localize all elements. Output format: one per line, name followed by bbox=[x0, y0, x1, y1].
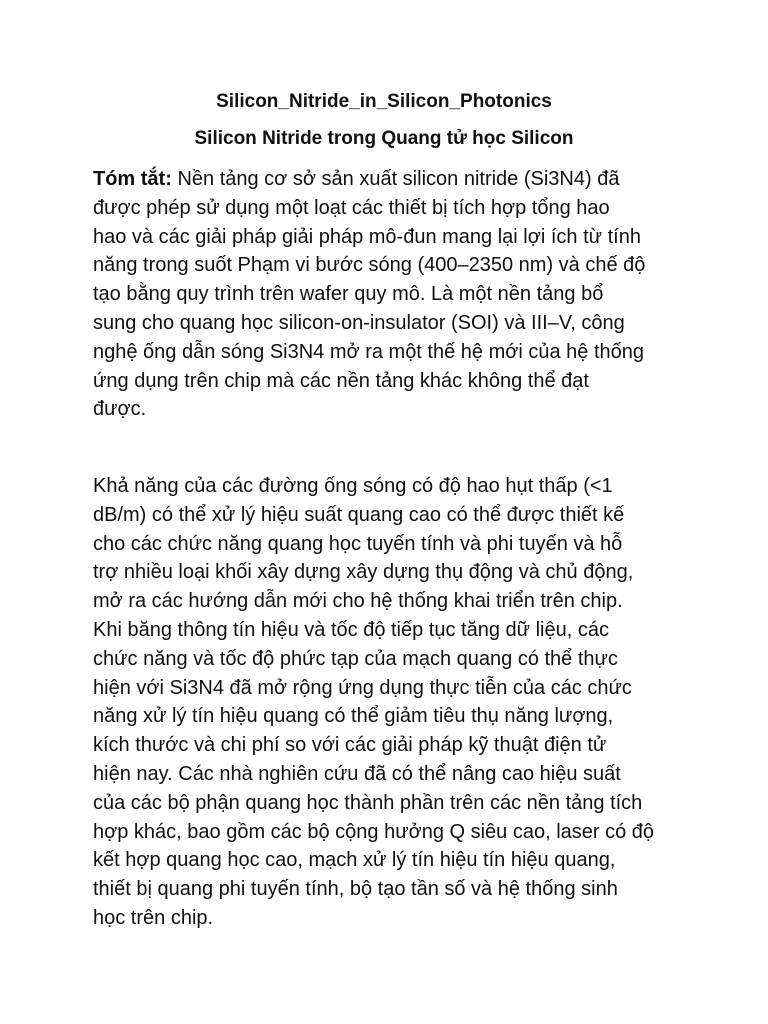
abstract-paragraph bbox=[93, 165, 683, 424]
abstract-line: năng trong suốt Phạm vi bước sóng (400–2350 nm) và chế độ bbox=[93, 254, 646, 277]
body-paragraph bbox=[93, 472, 683, 933]
body-line: mở ra các hướng dẫn mới cho hệ thống khai triển trên chip. bbox=[93, 590, 623, 613]
body-line: dB/m) có thể xử lý hiệu suất quang cao có thể được thiết kế bbox=[93, 503, 625, 526]
body-line: thiết bị quang phi tuyến tính, bộ tạo tần số và hệ thống sinh bbox=[93, 878, 618, 901]
abstract-line: hao và các giải pháp giải pháp mô-đun mang lại lợi ích từ tính bbox=[93, 225, 641, 248]
body-line: học trên chip. bbox=[93, 906, 214, 929]
abstract-line: tạo bằng quy trình trên wafer quy mô. Là một nền tảng bổ bbox=[93, 283, 604, 306]
body-line: hợp khác, bao gồm các bộ cộng hưởng Q siêu cao, laser có độ bbox=[93, 820, 655, 843]
body-line: năng xử lý tín hiệu quang có thể giảm tiêu thụ năng lượng, bbox=[93, 705, 614, 728]
abstract-label: Tóm tắt: bbox=[93, 168, 172, 190]
body-line: trợ nhiều loại khối xây dựng xây dựng thụ động và chủ động, bbox=[93, 561, 634, 584]
body-line: cho các chức năng quang học tuyến tính và phi tuyến và hỗ bbox=[93, 532, 623, 555]
abstract-line: nghệ ống dẫn sóng Si3N4 mở ra một thế hệ mới của hệ thống bbox=[93, 340, 645, 363]
body-line: kết hợp quang học cao, mạch xử lý tín hiệu tín hiệu quang, bbox=[93, 849, 616, 872]
abstract-line bbox=[93, 165, 683, 194]
body-line: của các bộ phận quang học thành phần trên các nền tảng tích bbox=[93, 791, 643, 814]
abstract-line: sung cho quang học silicon-on-insulator (SOI) và III–V, công bbox=[93, 311, 625, 334]
body-line: Khả năng của các đường ống sóng có độ hao hụt thấp (<1 bbox=[93, 475, 613, 497]
abstract-line: được phép sử dụng một loạt các thiết bị tích hợp tổng hao bbox=[93, 196, 610, 219]
body-line: Khi băng thông tín hiệu và tốc độ tiếp tục tăng dữ liệu, các bbox=[93, 618, 609, 641]
document-title: Silicon_Nitride_in_Silicon_Photonics bbox=[216, 91, 552, 112]
body-line: hiện với Si3N4 đã mở rộng ứng dụng thực tiễn của các chức bbox=[93, 676, 632, 699]
body-line: chức năng và tốc độ phức tạp của mạch quang có thể thực bbox=[93, 647, 618, 670]
body-line: kích thước và chi phí so với các giải pháp kỹ thuật điện tử bbox=[93, 734, 607, 757]
document-subtitle: Silicon Nitride trong Quang tử học Silicon bbox=[194, 128, 574, 149]
body-line: hiện nay. Các nhà nghiên cứu đã có thể nâng cao hiệu suất bbox=[93, 762, 621, 785]
abstract-line-text: Nền tảng cơ sở sản xuất silicon nitride (Si3N4) đã bbox=[171, 168, 620, 190]
abstract-line: được. bbox=[93, 398, 147, 421]
abstract-line: ứng dụng trên chip mà các nền tảng khác không thể đạt bbox=[93, 369, 589, 392]
